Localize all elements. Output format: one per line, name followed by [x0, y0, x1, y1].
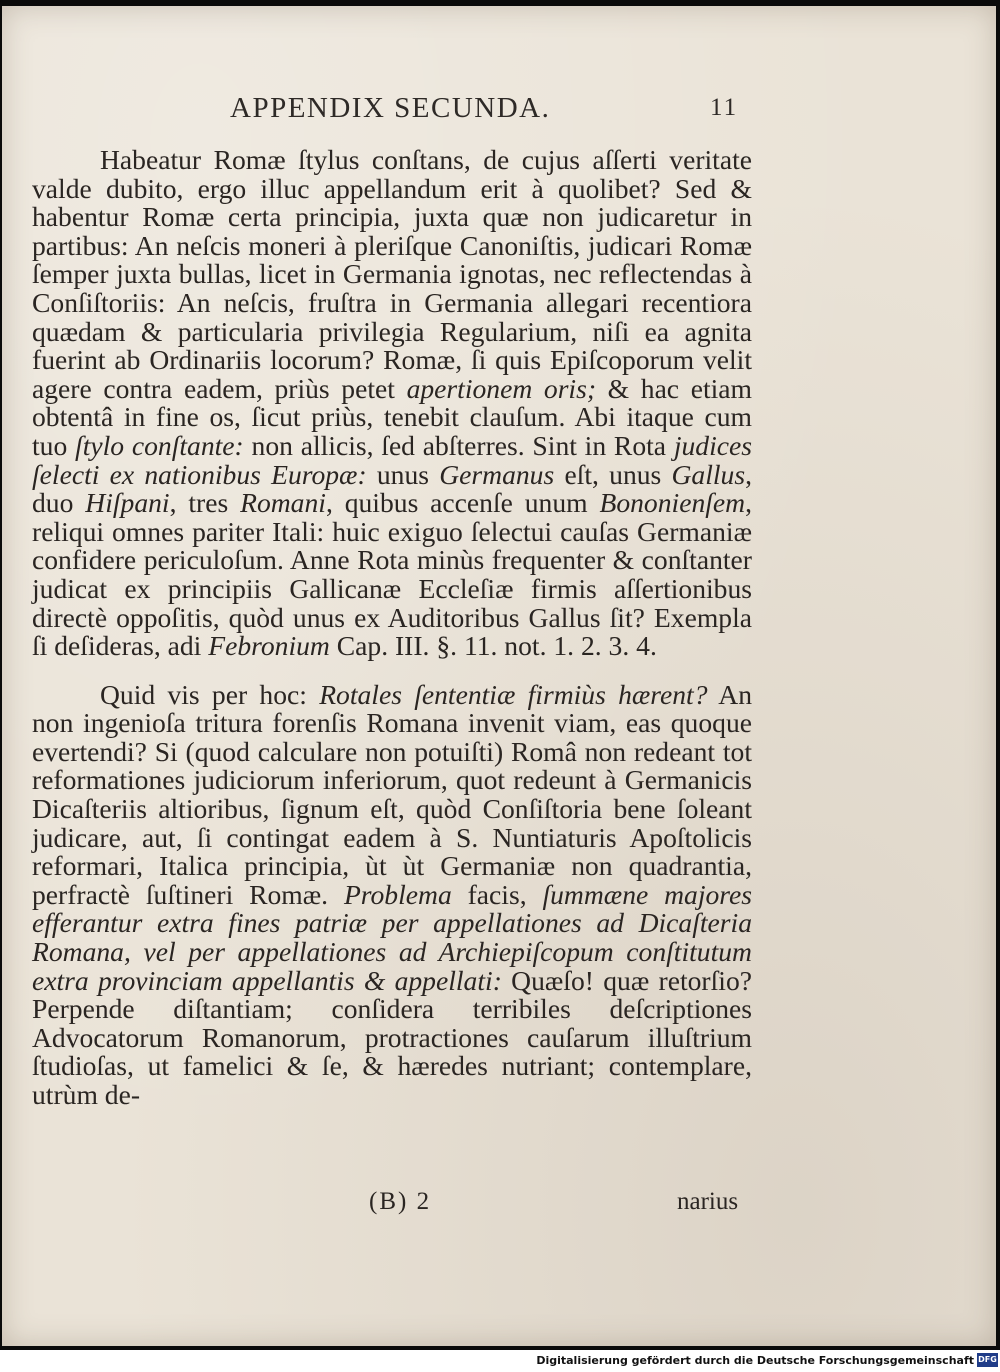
text-run: , tres [169, 487, 241, 519]
dfg-logo-icon: DFG [977, 1353, 998, 1367]
text-run: facis, [451, 878, 543, 910]
italic-run: Rotales ſententiæ firmiùs hærent? [319, 678, 708, 710]
body-text [32, 146, 752, 1110]
running-title: APPENDIX SECUNDA. [230, 92, 551, 124]
book-page [2, 6, 996, 1346]
italic-run: Hiſpani [85, 487, 170, 519]
italic-run: apertionem oris; [406, 372, 597, 404]
text-run: Cap. III. §. 11. not. 1. 2. 3. 4. [329, 630, 657, 662]
text-run: Quid vis per hoc: [100, 678, 320, 710]
italic-run: ſtylo conſtante: [75, 429, 244, 461]
text-run: Habeatur Romæ ſtylus conſtans, de cujus aſſerti veritate valde dubito, ergo illuc appellandum erit à quolibet? Sed & habentur Romæ certa principia, juxta quæ non judicaretur in partibus: An neſcis moneri à pleriſque Canoniſtis, judicari Romæ ſemper juxta bullas, licet in Germania ignotas, nec reflectendas à Conſiſtoriis: An neſcis, fruſtra in Germania allegari recentiora quædam & particularia privilegia Regularium, niſi ea agnita fuerint ab Ordinariis locorum? Romæ, ſi quis Epiſcoporum velit agere contra eadem, priùs petet [32, 144, 752, 404]
italic-run: Romani [240, 487, 326, 519]
italic-run: Bononienſem [599, 487, 746, 519]
digitization-footer [0, 1350, 1000, 1372]
text-run: , quibus accenſe unum [325, 487, 600, 519]
text-run: Quæſo! quæ retorſio? Perpende diſtantiam; conſidera terribiles deſcriptiones Advocatorum Romanorum, protractiones cauſarum illuſtrium ſtudioſas, ut famelici & ſe, & hæredes nutriant; contemplare, utrùm de- [32, 964, 752, 1110]
text-run: eſt, unus [554, 458, 672, 490]
text-run: non allicis, ſed abſterres. Sint in Rota [243, 429, 674, 461]
text-run: , reliqui omnes pariter Itali: huic exiguo ſelectui cauſas Germaniæ confidere periculoſum. Anne Rota minùs frequenter & conſtanter judicat ex principiis Gallicanæ Eccleſiæ firmis aſſertionibus directè oppoſitis, quòd unus ex Auditoribus Gallus ſit? Exempla ſi deſideras, adi [32, 487, 752, 662]
paragraph [32, 146, 752, 661]
page-number: 11 [710, 94, 739, 121]
italic-run: Germanus [439, 458, 555, 490]
running-head [2, 92, 996, 132]
italic-run: judices ſelecti ex nationibus Europæ: [32, 429, 752, 490]
funding-note: Digitalisierung gefördert durch die Deutsche Forschungsgemeinschaft [536, 1354, 974, 1367]
text-run: , duo [32, 458, 752, 519]
text-run: unus [366, 458, 440, 490]
italic-run: Febronium [208, 630, 330, 662]
catchword: narius [677, 1188, 739, 1215]
italic-run: ſummæne majores efferantur extra fines patriæ per appellationes ad Dicaſteria Romana, vel per appellationes ad Archiepiſcopum conſtitutum extra provinciam appellantis & appellati: [32, 878, 752, 996]
signature-mark: (B) 2 [369, 1188, 432, 1215]
italic-run: Problema [343, 878, 452, 910]
italic-run: Gallus [671, 458, 746, 490]
paragraph [32, 678, 752, 1110]
text-run: An non ingenioſa tritura forenſis Romana invenit viam, eas quoque evertendi? Si (quod calculare non potuiſti) Româ non redeant tot reformationes judiciorum inferiorum, quot redeunt à Germanicis Dicaſteriis altioribus, ſignum eſt, quòd Conſiſtoria bene ſoleant judicare, aut, ſi contingat eadem à S. Nuntiaturis Apoſtolicis reformari, Italica principia, ùt ùt Germaniæ non quadrantia, perfractè ſuſtineri Romæ. [32, 678, 752, 910]
text-run: & hac etiam obtentâ in fine os, ſicut priùs, tenebit clauſum. Abi itaque cum tuo [32, 372, 752, 461]
